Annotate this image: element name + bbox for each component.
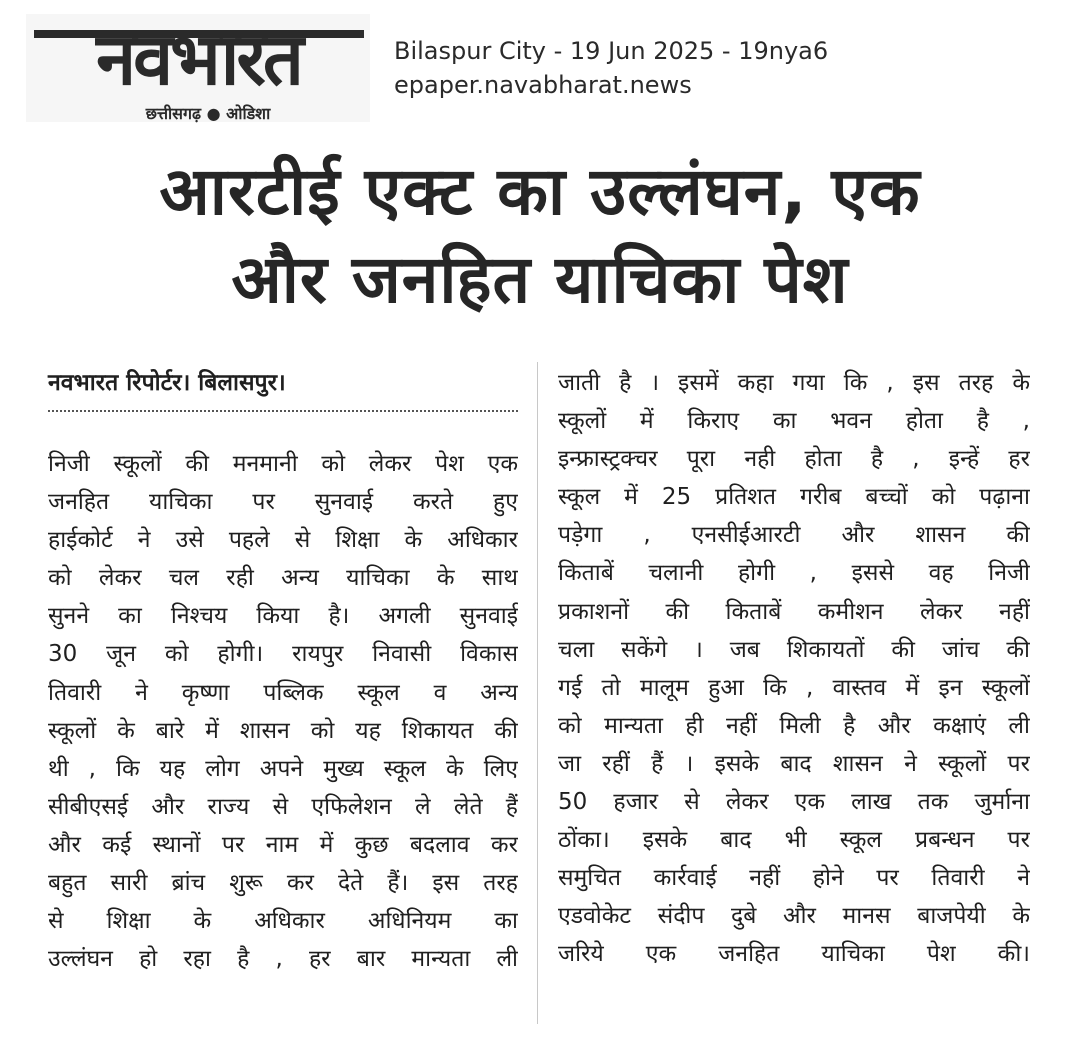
article-line: स्कूलों में किराए का भवन होता है , — [558, 408, 1030, 435]
byline-divider — [48, 410, 518, 412]
byline: नवभारत रिपोर्टर। बिलासपुर। — [48, 370, 286, 396]
headline-line-2: और जनहित याचिका पेश — [231, 241, 849, 318]
article-line: जनहित याचिका पर सुनवाई करते हुए — [48, 489, 518, 516]
article-line: ठोंका। इसके बाद भी स्कूल प्रबन्धन पर — [558, 827, 1030, 854]
edition-meta — [394, 34, 954, 102]
article-line: समुचित कार्रवाई नहीं होने पर तिवारी ने — [558, 865, 1030, 892]
edition-info: Bilaspur City - 19 Jun 2025 - 19nya6 — [394, 37, 829, 65]
article-line: 50 हजार से लेकर एक लाख तक जुर्माना — [558, 789, 1030, 816]
article-line: किताबें चलानी होगी , इससे वह निजी — [558, 560, 1030, 587]
article-line: जा रहीं हैं । इसके बाद शासन ने स्कूलों पर — [558, 750, 1030, 777]
article-line: तिवारी ने कृष्णा पब्लिक स्कूल व अन्य — [48, 679, 518, 706]
article-line: चला सकेंगे । जब शिकायतों की जांच की — [558, 636, 1030, 663]
article-line: उल्लंघन हो रहा है , हर बार मान्यता ली — [48, 946, 518, 973]
article-line: बहुत सारी ब्रांच शुरू कर देते हैं। इस तरह — [48, 870, 518, 897]
article-line: प्रकाशनों की किताबें कमीशन लेकर नहीं — [558, 598, 1030, 625]
article-line: निजी स्कूलों की मनमानी को लेकर पेश एक — [48, 451, 518, 477]
article-column-left — [48, 445, 518, 1025]
article-line: और कई स्थानों पर नाम में कुछ बदलाव कर — [48, 831, 518, 858]
article-line: पड़ेगा , एनसीईआरटी और शासन की — [558, 522, 1030, 549]
site-url: epaper.navabharat.news — [394, 71, 692, 99]
article-line: स्कूल में 25 प्रतिशत गरीब बच्चों को पढ़ाना — [558, 484, 1030, 511]
article-line: जरिये एक जनहित याचिका पेश की। — [558, 941, 1030, 968]
headline-line-1: आरटीई एक्ट का उल्लंघन, एक — [159, 153, 921, 230]
article-line: थी , कि यह लोग अपने मुख्य स्कूल के लिए — [48, 755, 518, 782]
article-headline — [40, 148, 1040, 324]
article-line: एडवोकेट संदीप दुबे और मानस बाजपेयी के — [558, 903, 1030, 930]
article-line: हाईकोर्ट ने उसे पहले से शिक्षा के अधिकार — [48, 527, 518, 554]
article-column-right — [558, 364, 1030, 1024]
article-line: गई तो मालूम हुआ कि , वास्तव में इन स्कूलों — [558, 674, 1030, 701]
article-line: से शिक्षा के अधिकार अधिनियम का — [48, 908, 518, 935]
article-line: सुनने का निश्चय किया है। अगली सुनवाई — [48, 603, 518, 630]
article-line: स्कूलों के बारे में शासन को यह शिकायत की — [48, 717, 518, 744]
article-line: इन्फ्रास्ट्रक्चर पूरा नही होता है , इन्हें हर — [558, 446, 1030, 473]
column-divider — [537, 362, 538, 1024]
article-line: सीबीएसई और राज्य से एफिलेशन ले लेते हैं — [48, 793, 518, 820]
article-line: जाती है । इसमें कहा गया कि , इस तरह के — [558, 370, 1030, 396]
logo-regions: छत्तीसगढ़ ● ओडिशा — [145, 104, 271, 123]
article-line: 30 जून को होगी। रायपुर निवासी विकास — [48, 641, 518, 668]
article-line: को लेकर चल रही अन्य याचिका के साथ — [48, 565, 518, 592]
article-line: को मान्यता ही नहीं मिली है और कक्षाएं ली — [558, 712, 1030, 739]
newspaper-logo: नवभारत — [96, 17, 301, 101]
masthead — [26, 14, 370, 122]
